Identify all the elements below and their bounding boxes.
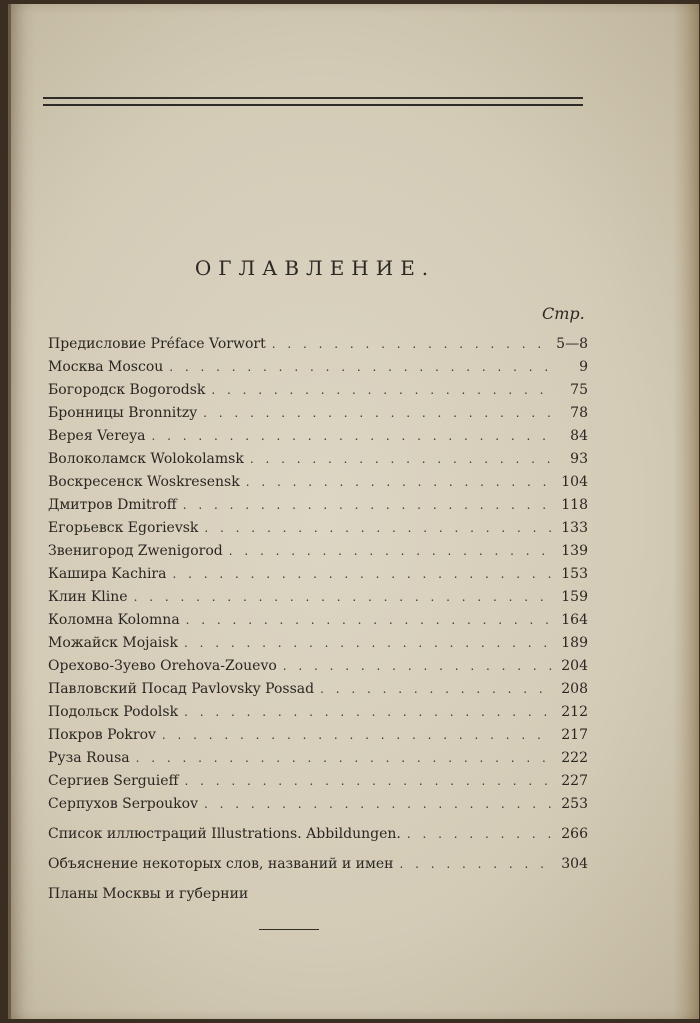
toc-entry xyxy=(48,520,588,543)
toc-entry-title: Можайск Mojaisk xyxy=(48,635,178,651)
leader-dots xyxy=(169,360,552,374)
toc-entry-page: 78 xyxy=(570,405,588,421)
toc-entry-title: Бронницы Bronnitzy xyxy=(48,405,198,421)
toc-entry-page: 133 xyxy=(561,520,588,536)
toc-entry-title: Москва Moscou xyxy=(48,359,164,375)
toc-entry xyxy=(48,428,588,451)
leader-dots xyxy=(399,857,552,871)
toc-entry-title: Орехово-Зуево Orehova-Zouevo xyxy=(48,658,277,674)
bottom-rule xyxy=(259,929,319,930)
leader-dots xyxy=(204,521,552,535)
toc-entry-title: Богородск Bogorodsk xyxy=(48,382,206,398)
toc-entry-page: 118 xyxy=(561,497,588,513)
toc-entry-title: Волоколамск Wolokolamsk xyxy=(48,451,244,467)
page-title: ОГЛАВЛЕНИЕ. xyxy=(194,256,436,280)
toc-entry xyxy=(48,886,588,909)
toc-entry xyxy=(48,451,588,474)
toc-entry-page: 164 xyxy=(561,612,588,628)
toc-entry-page: 75 xyxy=(570,382,588,398)
toc-entry xyxy=(48,405,588,428)
top-double-rule xyxy=(43,97,583,106)
toc-entry-title: Покров Pokrov xyxy=(48,727,156,743)
toc-entry-title: Коломна Kolomna xyxy=(48,612,180,628)
toc-entry-page: 139 xyxy=(561,543,588,559)
toc-entry-title: Предисловие Préface Vorwort xyxy=(48,336,266,352)
toc-entry-page: 84 xyxy=(570,428,588,444)
toc-entry-page: 222 xyxy=(561,750,588,766)
toc-entry-page: 212 xyxy=(561,704,588,720)
leader-dots xyxy=(184,636,552,650)
table-of-contents xyxy=(48,336,588,909)
toc-entry xyxy=(48,497,588,520)
toc-entry-title: Подольск Podolsk xyxy=(48,704,179,720)
toc-entry-page: 189 xyxy=(561,635,588,651)
toc-entry-page: 217 xyxy=(561,727,588,743)
toc-entry xyxy=(48,727,588,750)
toc-entry xyxy=(48,382,588,405)
toc-entry-page: 304 xyxy=(561,856,588,872)
leader-dots xyxy=(151,429,552,443)
toc-entry-title: Руза Rousa xyxy=(48,750,130,766)
leader-dots xyxy=(246,475,552,489)
leader-dots xyxy=(272,337,550,351)
toc-entry-title: Планы Москвы и губернии xyxy=(48,886,249,902)
toc-entry xyxy=(48,750,588,773)
leader-dots xyxy=(186,613,552,627)
leader-dots xyxy=(162,728,552,742)
leader-dots xyxy=(229,544,552,558)
toc-entry-page: 9 xyxy=(579,359,588,375)
leader-dots xyxy=(185,774,553,788)
leader-dots xyxy=(136,751,552,765)
toc-entry xyxy=(48,359,588,382)
toc-entry xyxy=(48,336,588,359)
toc-entry xyxy=(48,635,588,658)
toc-entry-page: 159 xyxy=(561,589,588,605)
leader-dots xyxy=(172,567,552,581)
toc-entry-title: Клин Kline xyxy=(48,589,128,605)
toc-entry xyxy=(48,612,588,635)
toc-entry-title: Егорьевск Egorievsk xyxy=(48,520,199,536)
toc-entry-page: 93 xyxy=(570,451,588,467)
toc-entry xyxy=(48,658,588,681)
page-column-header: Стр. xyxy=(542,304,585,323)
leader-dots xyxy=(283,659,552,673)
leader-dots xyxy=(211,383,552,397)
toc-entry xyxy=(48,589,588,612)
toc-entry xyxy=(48,856,588,879)
toc-entry-title: Кашира Kachira xyxy=(48,566,167,582)
toc-entry-title: Список иллюстраций Illustrations. Abbildungen. xyxy=(48,826,401,842)
book-page xyxy=(8,4,699,1019)
toc-entry-title: Павловский Посад Pavlovsky Possad xyxy=(48,681,315,697)
toc-entry-page: 5—8 xyxy=(556,336,588,352)
leader-dots xyxy=(407,827,552,841)
toc-entry-page: 227 xyxy=(561,773,588,789)
toc-entry xyxy=(48,796,588,819)
toc-entry-title: Сергиев Serguieff xyxy=(48,773,179,789)
toc-entry-page: 104 xyxy=(561,474,588,490)
toc-entry-title: Воскресенск Woskresensk xyxy=(48,474,240,490)
toc-entry xyxy=(48,474,588,497)
leader-dots xyxy=(184,705,552,719)
toc-entry-title: Дмитров Dmitroff xyxy=(48,497,177,513)
leader-dots xyxy=(250,452,552,466)
toc-entry-title: Объяснение некоторых слов, названий и имен xyxy=(48,856,394,872)
toc-entry-title: Звенигород Zwenigorod xyxy=(48,543,223,559)
toc-entry-page: 253 xyxy=(561,796,588,812)
leader-dots xyxy=(183,498,552,512)
toc-entry-page: 153 xyxy=(561,566,588,582)
toc-entry xyxy=(48,681,588,704)
leader-dots xyxy=(320,682,552,696)
leader-dots xyxy=(134,590,552,604)
toc-entry-title: Верея Vereya xyxy=(48,428,146,444)
leader-dots xyxy=(203,406,552,420)
toc-entry xyxy=(48,826,588,849)
leader-dots xyxy=(204,797,552,811)
toc-entry-title: Серпухов Serpoukov xyxy=(48,796,198,812)
toc-entry xyxy=(48,566,588,589)
toc-entry xyxy=(48,773,588,796)
toc-entry-page: 266 xyxy=(561,826,588,842)
toc-entry xyxy=(48,543,588,566)
toc-entry-page: 204 xyxy=(561,658,588,674)
toc-entry-page: 208 xyxy=(561,681,588,697)
toc-entry xyxy=(48,704,588,727)
